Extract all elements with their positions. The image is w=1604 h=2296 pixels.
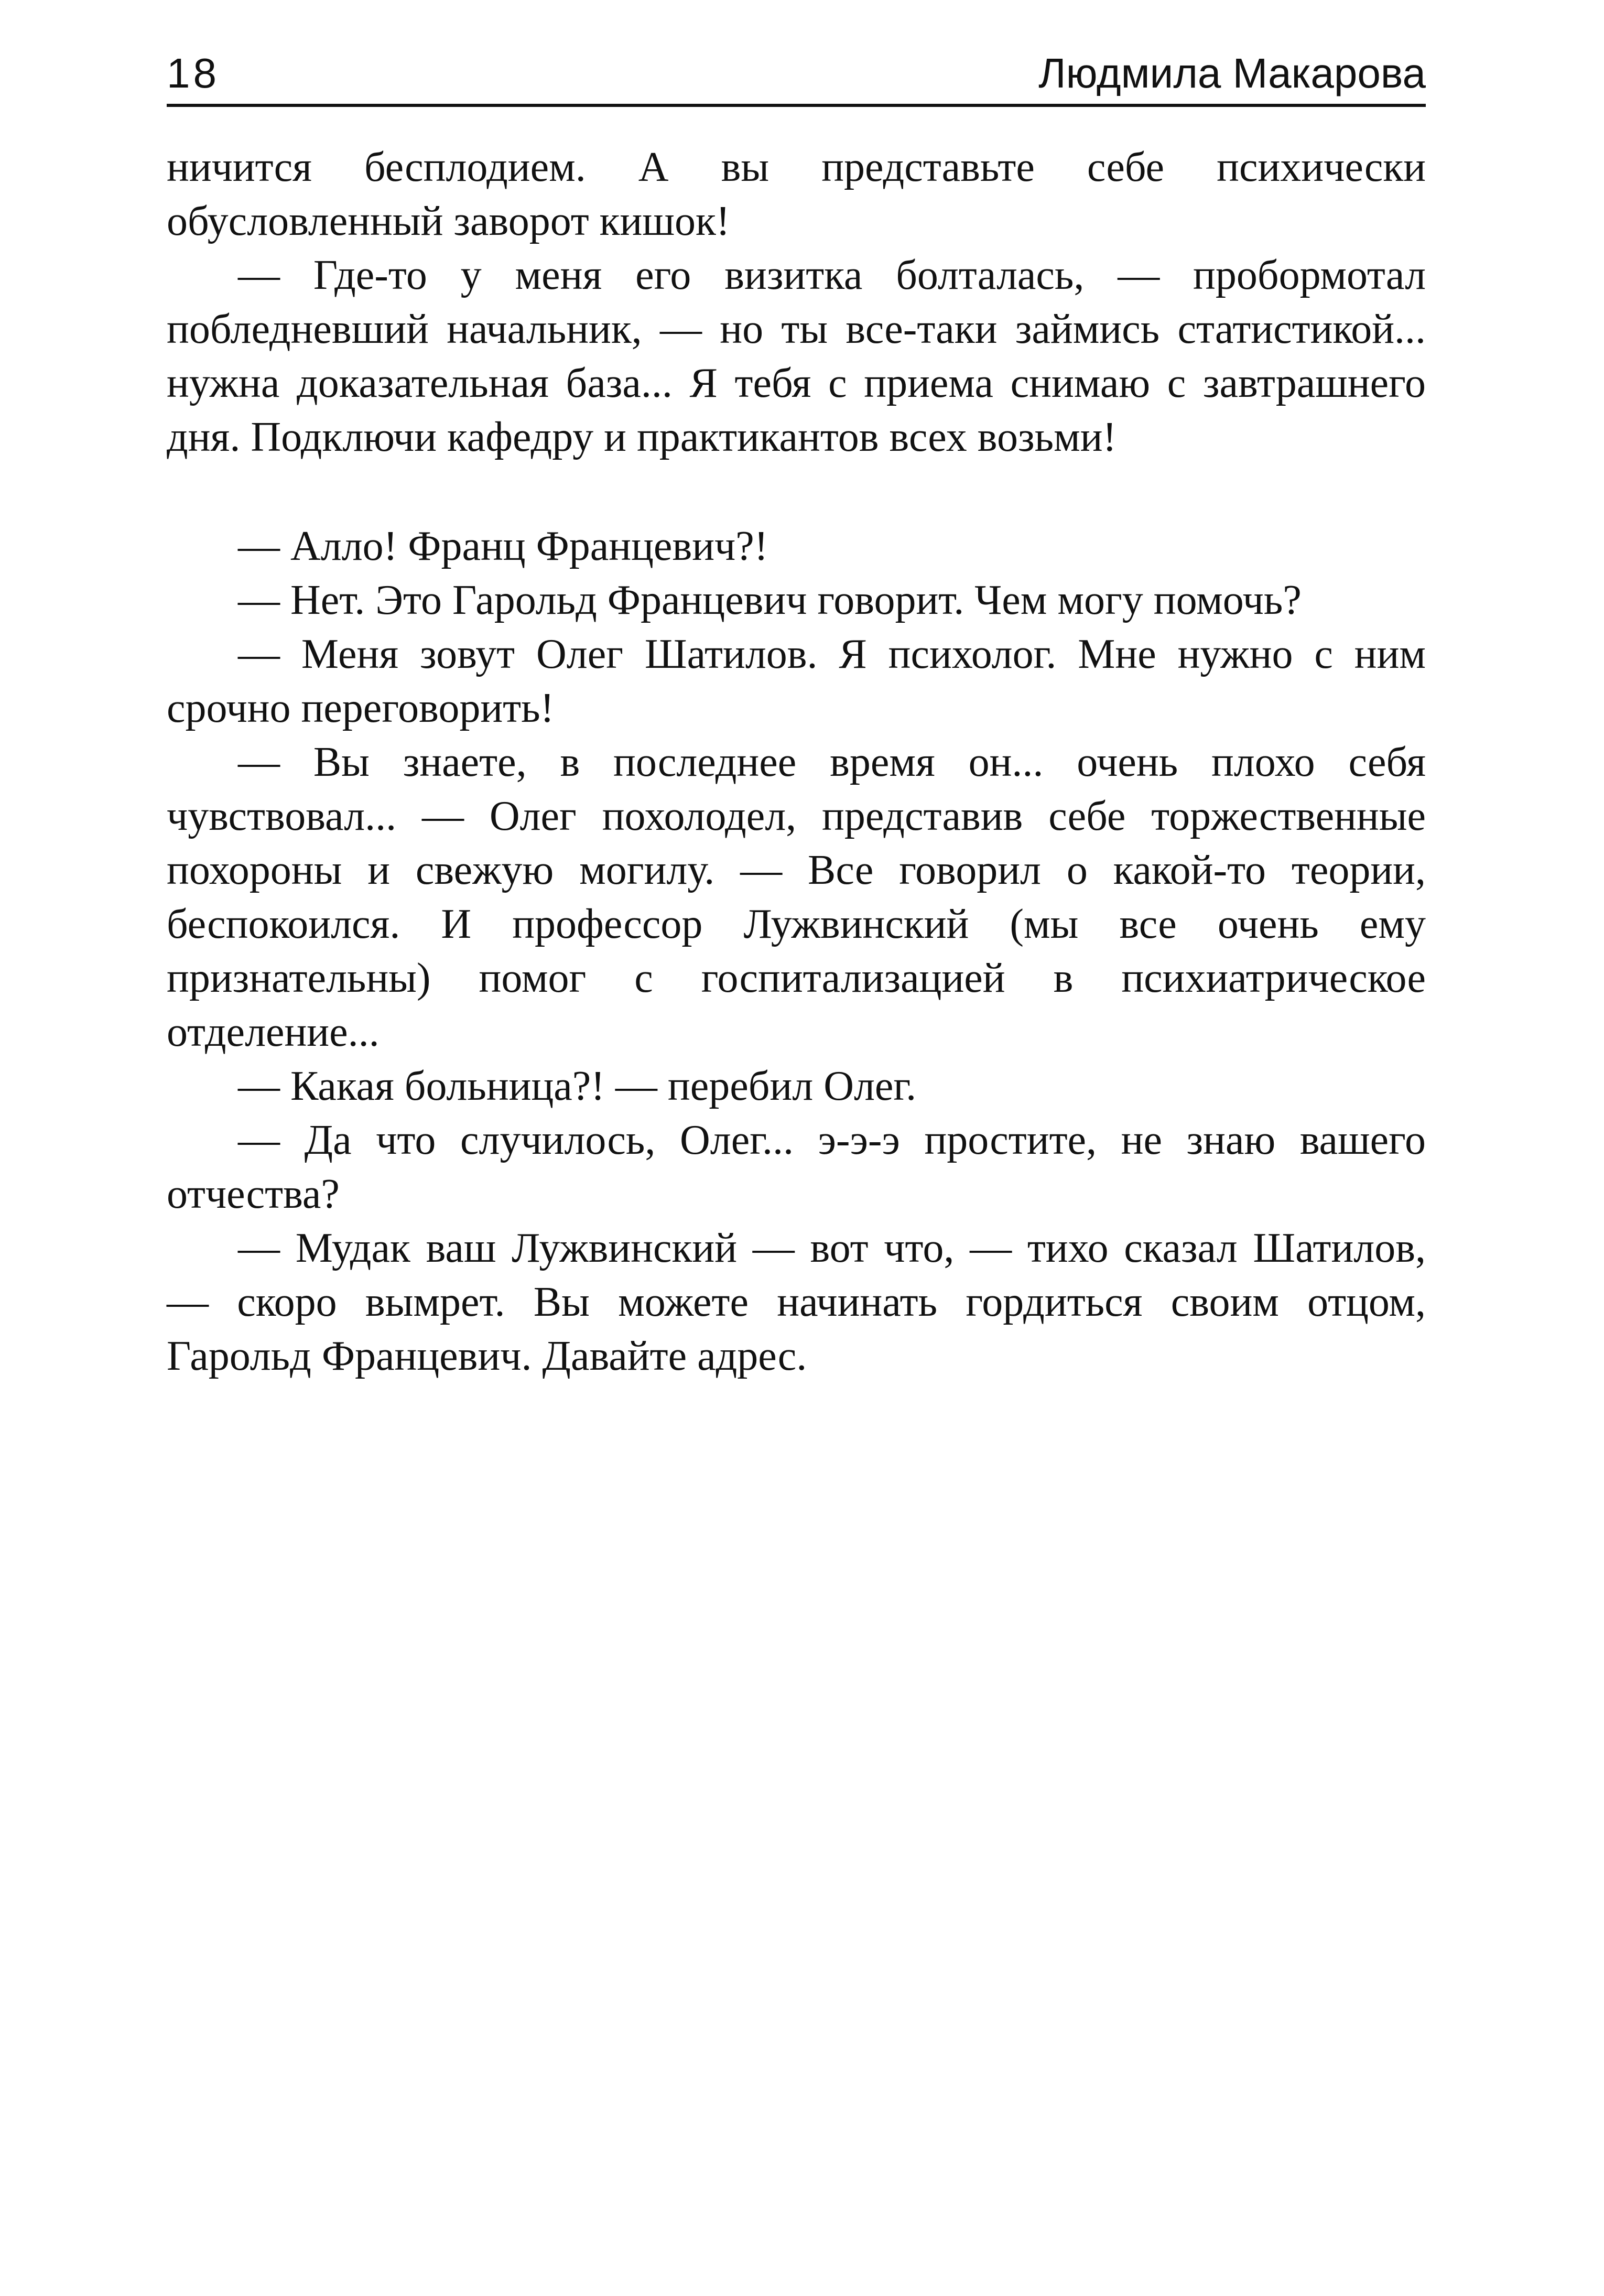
page-number: 18 (167, 50, 220, 96)
paragraph: — Какая больница?! — перебил Олег. (238, 1063, 917, 1109)
section-break (167, 464, 1426, 519)
paragraph: — Где-то у меня его визитка болталась, — пробормотал побледневший начальник, — но ты все-таки займись статистикой... нужна доказательная база... Я тебя с приема снимаю с завтрашнего дня. Подключи кафедру и практикантов всех возьми! (167, 252, 1426, 460)
paragraph: — Вы знаете, в последнее время он... очень плохо себя чувствовал... — Олег похолодел, представив себе торжественные похороны и свежую могилу. — Все говорил о какой-то теории, беспокоился. И профессор Лужвинский (мы все очень ему признательны) помог с госпитализацией в психиатрическое отделение... (167, 739, 1426, 1055)
paragraph: — Да что случилось, Олег... э-э-э простите, не знаю вашего отчества? (167, 1117, 1426, 1217)
paragraph: — Меня зовут Олег Шатилов. Я психолог. Мне нужно с ним срочно переговорить! (167, 631, 1426, 731)
author-name: Людмила Макарова (1038, 50, 1426, 96)
paragraph-continuation: ничится бесплодием. А вы представьте себе психически обусловленный заворот кишок! (167, 144, 1426, 244)
paragraph: — Алло! Франц Францевич?! (238, 523, 768, 569)
body-text (167, 140, 1426, 1383)
paragraph: — Нет. Это Гарольд Францевич говорит. Чем могу помочь? (238, 577, 1302, 623)
paragraph: — Мудак ваш Лужвинский — вот что, — тихо сказал Шатилов, — скоро вымрет. Вы можете начинать гордиться своим отцом, Гарольд Францевич. Давайте адрес. (167, 1225, 1426, 1379)
running-head (167, 46, 1426, 107)
